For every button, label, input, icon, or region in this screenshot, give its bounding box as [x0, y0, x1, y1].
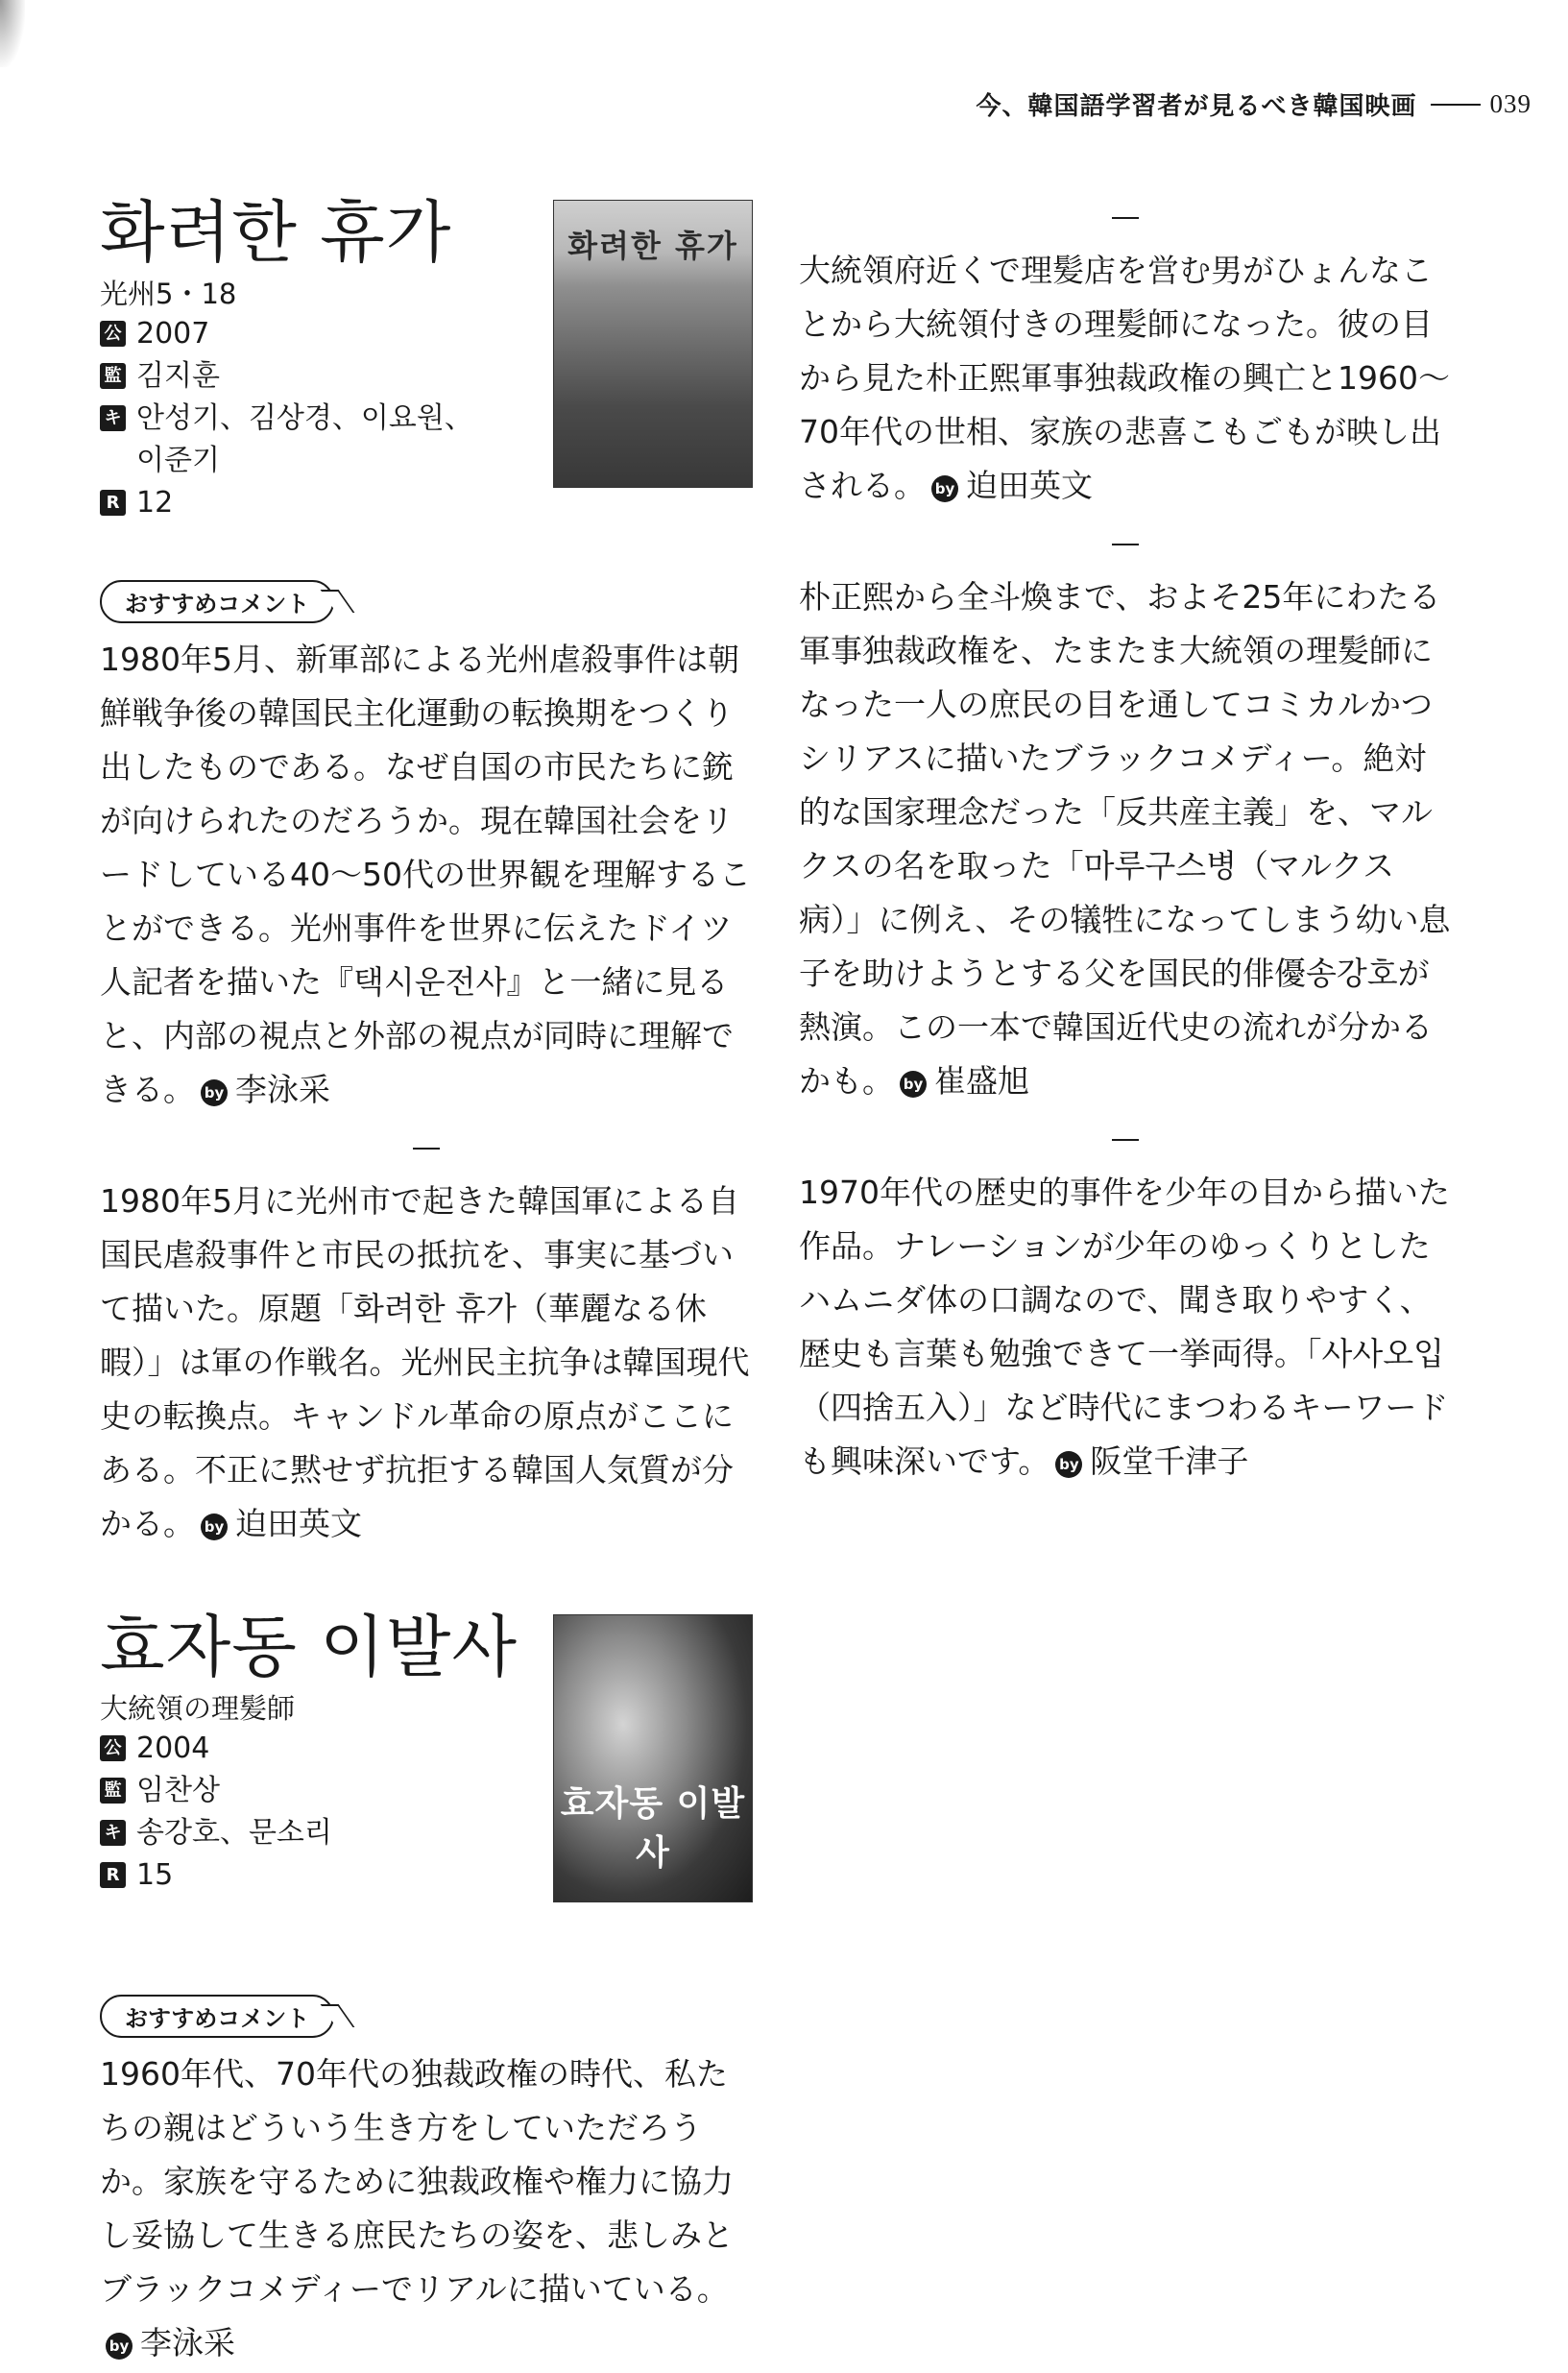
- film-2-comment-2: [799, 244, 1452, 513]
- cast-badge-icon: キ: [100, 1820, 126, 1846]
- recommend-comment-label: おすすめコメント: [100, 580, 334, 623]
- film-1-title-japanese: 光州5・18: [100, 278, 237, 310]
- film-2-director: 임찬상: [136, 1774, 220, 1807]
- comment-separator: [1112, 1139, 1139, 1141]
- header-rule: [1431, 104, 1481, 106]
- right-column: [799, 192, 1452, 1489]
- comment-separator: [1112, 217, 1139, 219]
- film-1-header: [100, 192, 753, 567]
- poster-figures: [564, 352, 742, 458]
- film-2-comment-3: [799, 570, 1452, 1108]
- film-2-year: 2004: [136, 1731, 210, 1765]
- film-1-title-korean: 화려한 휴가: [100, 193, 452, 272]
- running-header: [976, 86, 1532, 122]
- film-2-poster-title: 효자동 이발사: [560, 1783, 746, 1873]
- comment-author: 迫田英文: [235, 1505, 362, 1542]
- film-1-poster-title: 화려한 휴가: [567, 228, 738, 264]
- by-icon: by: [1055, 1451, 1082, 1478]
- film-2-comment-1: [100, 2047, 753, 2370]
- released-badge-icon: 公: [100, 321, 126, 347]
- comment-text: 1980年5月、新軍部による光州虐殺事件は朝鮮戦争後の韓国民主化運動の転換期をつくり出したものである。なぜ自国の市民たちに銃が向けられたのだろうか。現在韓国社会をリードしている40〜50代の世界観を理解することができる。光州事件を世界に伝えたドイツ人記者を描いた『택시운전사』と一緒に見ると、内部の視点と外部の視点が同時に理解できる。: [100, 641, 751, 1108]
- recommend-comment-label: おすすめコメント: [100, 1995, 334, 2038]
- film-1-rating: 12: [136, 486, 174, 520]
- comment-text: 1960年代、70年代の独裁政権の時代、私たちの親はどういう生き方をしていただろうか。家族を守るために独裁政権や権力に協力し妥協して生きる庶民たちの姿を、悲しみとブラックコメディーでリアルに描いている。: [100, 2055, 734, 2308]
- by-icon: by: [201, 1513, 228, 1540]
- film-1-cast: 안성기、김상경、이요원、이준기: [136, 401, 473, 477]
- comment-text: 大統領府近くで理髪店を営む男がひょんなことから大統領付きの理髪師になった。彼の目から見た朴正熙軍事独裁政権の興亡と1960〜70年代の世相、家族の悲喜こもごもが映し出される。: [799, 252, 1450, 504]
- comment-author: 李泳采: [235, 1071, 330, 1108]
- cast-badge-icon: キ: [100, 405, 126, 431]
- film-2-rating: 15: [136, 1858, 174, 1892]
- film-2-title-korean: 효자동 이발사: [100, 1608, 518, 1686]
- director-badge-icon: 監: [100, 363, 126, 389]
- rating-badge-icon: R: [100, 490, 126, 516]
- film-entry-2: [100, 1607, 753, 2370]
- film-2-title-japanese: 大統領の理髪師: [100, 1692, 296, 1725]
- film-2-poster-image: [553, 1614, 753, 1902]
- film-2-comment-4: [799, 1166, 1452, 1489]
- comment-separator: [1112, 544, 1139, 545]
- released-badge-icon: 公: [100, 1735, 126, 1761]
- left-column: [100, 192, 753, 2370]
- running-title: 今、韓国語学習者が見るべき韓国映画: [976, 92, 1417, 121]
- film-1-comment-2: [100, 1174, 753, 1551]
- comment-separator: [413, 1148, 440, 1150]
- by-icon: by: [900, 1071, 927, 1098]
- director-badge-icon: 監: [100, 1778, 126, 1804]
- comment-author: 崔盛旭: [934, 1062, 1029, 1100]
- film-1-rating-row: [100, 482, 753, 524]
- comment-author: 李泳采: [140, 2324, 235, 2361]
- comment-text: 1980年5月に光州市で起きた韓国軍による自国民虐殺事件と市民の抵抗を、事実に基づいて描いた。原題「화려한 휴가（華麗なる休暇）」は軍の作戦名。光州民主抗争は韓国現代史の転換点。キャンドル革命の原点がここにある。不正に黙せず抗拒する韓国人気質が分かる。: [100, 1182, 750, 1542]
- by-icon: by: [106, 2333, 133, 2360]
- film-1-comment-1: [100, 633, 753, 1117]
- page-corner-shadow: [0, 0, 25, 67]
- film-1-poster-image: [553, 200, 753, 488]
- film-2-cast: 송강호、문소리: [136, 1816, 332, 1850]
- film-2-header: [100, 1607, 753, 1981]
- comment-author: 阪堂千津子: [1090, 1442, 1249, 1480]
- page-number: 039: [1489, 89, 1532, 118]
- comment-text: 1970年代の歴史的事件を少年の目から描いた作品。ナレーションが少年のゆっくりとしたハムニダ体の口調なので、聞き取りやすく、歴史も言葉も勉強できて一挙両得。「사사오입（四捨五入）」など時代にまつわるキーワードも興味深いです。: [799, 1174, 1450, 1480]
- film-1-director: 김지훈: [136, 359, 220, 393]
- by-icon: by: [201, 1079, 228, 1106]
- film-entry-1: [100, 192, 753, 1551]
- comment-author: 迫田英文: [966, 467, 1093, 504]
- film-1-year: 2007: [136, 317, 210, 351]
- rating-badge-icon: R: [100, 1862, 126, 1888]
- by-icon: by: [931, 475, 958, 502]
- comment-text: 朴正熙から全斗煥まで、およそ25年にわたる軍事独裁政権を、たまたま大統領の理髪師になった一人の庶民の目を通してコミカルかつシリアスに描いたブラックコメディー。絶対的な国家理念だった「反共産主義」を、マルクスの名を取った「마루구스병（マルクス病）」に例え、その犠牲になってしまう幼い息子を助けようとする父を国民的俳優송강호が熱演。この一本で韓国近代史の流れが分かるかも。: [799, 578, 1451, 1100]
